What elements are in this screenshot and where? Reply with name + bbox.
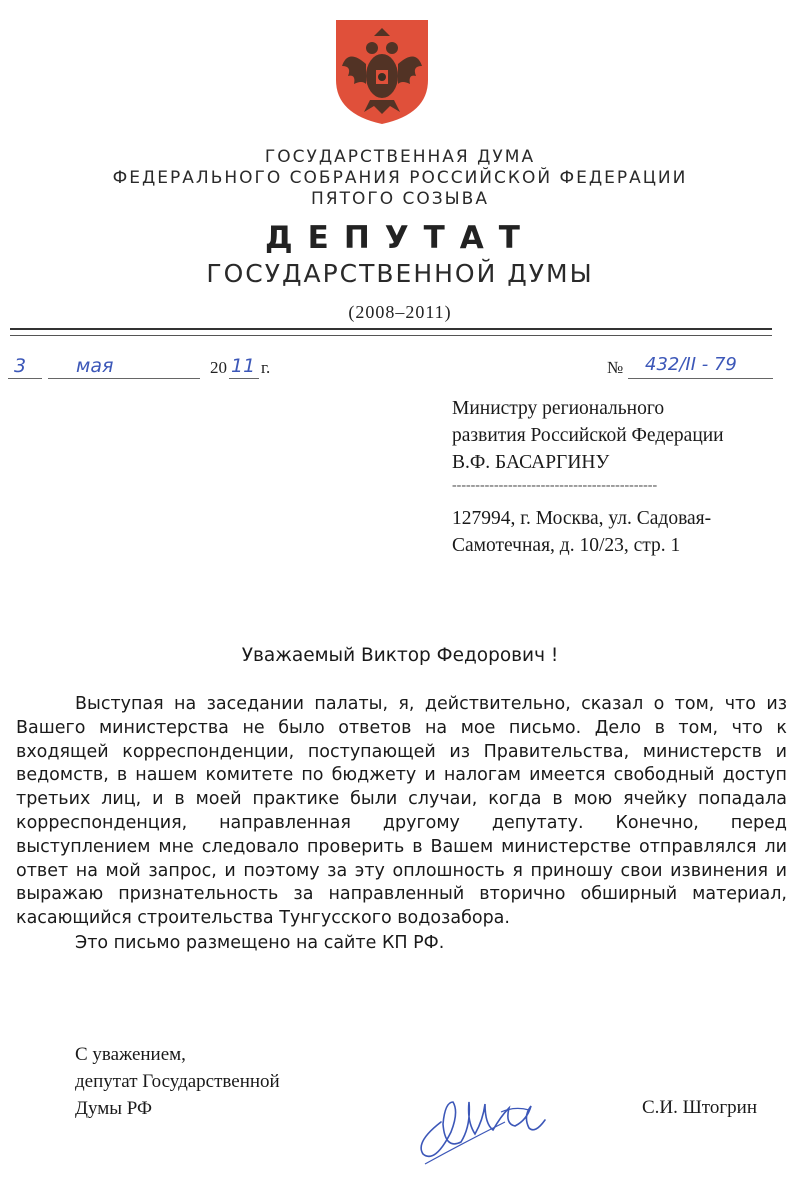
recipient-name: В.Ф. БАСАРГИНУ: [452, 452, 610, 473]
date-year-prefix: 20: [210, 358, 227, 377]
recipient-separator: --------------------------------------------: [452, 478, 658, 493]
body-paragraph: Выступая на заседании палаты, я, действительно, сказал о том, что из Вашего министерства не было ответов на мое письмо. Дело в том, что к входящей корреспонденции, поступающей из Правительства, министерств и ведомств, в нашем комитете по бюджету и налогам имеется свободный доступ третьих лиц, и в моей практике были случаи, когда в мою ячейку попадала корреспонденция, направленная другому депутату. Конечно, перед выступлением мне следовало проверить в Вашем министерстве отправлялся ли ответ на мой запрос, и поэтому за эту оплошность я приношу свои извинения и выражаю признательность за направленный вторично обширный материал, касающийся строительства Тунгусского водозабора.: [16, 694, 787, 929]
date-day-underline: [8, 378, 42, 379]
coat-of-arms-emblem: [334, 18, 430, 126]
recipient-line2: развития Российской Федерации: [452, 425, 724, 446]
letter-body: [16, 693, 787, 956]
closing-line1: С уважением,: [75, 1044, 186, 1065]
salutation: Уважаемый Виктор Федорович !: [241, 645, 559, 666]
recipient-line1: Министру регионального: [452, 398, 665, 419]
header-rule-thick: [10, 328, 772, 330]
term-years: (2008–2011): [348, 302, 452, 322]
date-year-mark: г.: [261, 358, 271, 377]
recipient-address-line2: Самотечная, д. 10/23, стр. 1: [452, 535, 681, 556]
reference-underline: [628, 378, 773, 379]
org-name-line3: ПЯТОГО СОЗЫВА: [311, 189, 489, 209]
body-paragraph: Это письмо размещено на сайте КП РФ.: [75, 932, 445, 953]
letterhead-subtitle: ГОСУДАРСТВЕННОЙ ДУМЫ: [206, 259, 594, 288]
handwritten-signature: [405, 1072, 555, 1167]
reference-label: №: [607, 358, 624, 377]
closing-line3: Думы РФ: [75, 1098, 153, 1119]
letterhead-title: ДЕПУТАТ: [265, 220, 535, 256]
date-day: 3: [14, 355, 27, 377]
date-month: мая: [76, 355, 114, 377]
signer-name: С.И. Штогрин: [642, 1097, 757, 1118]
org-name-line2: ФЕДЕРАЛЬНОГО СОБРАНИЯ РОССИЙСКОЙ ФЕДЕРАЦИИ: [112, 168, 688, 188]
header-rule-thin: [10, 335, 772, 336]
date-year-underline: [229, 378, 259, 379]
date-year-suffix: 11: [231, 355, 256, 377]
reference-number: 432/II - 79: [645, 354, 737, 375]
date-month-underline: [48, 378, 200, 379]
closing-line2: депутат Государственной: [75, 1071, 280, 1092]
org-name-line1: ГОСУДАРСТВЕННАЯ ДУМА: [264, 147, 536, 167]
recipient-address-line1: 127994, г. Москва, ул. Садовая-: [452, 508, 712, 529]
